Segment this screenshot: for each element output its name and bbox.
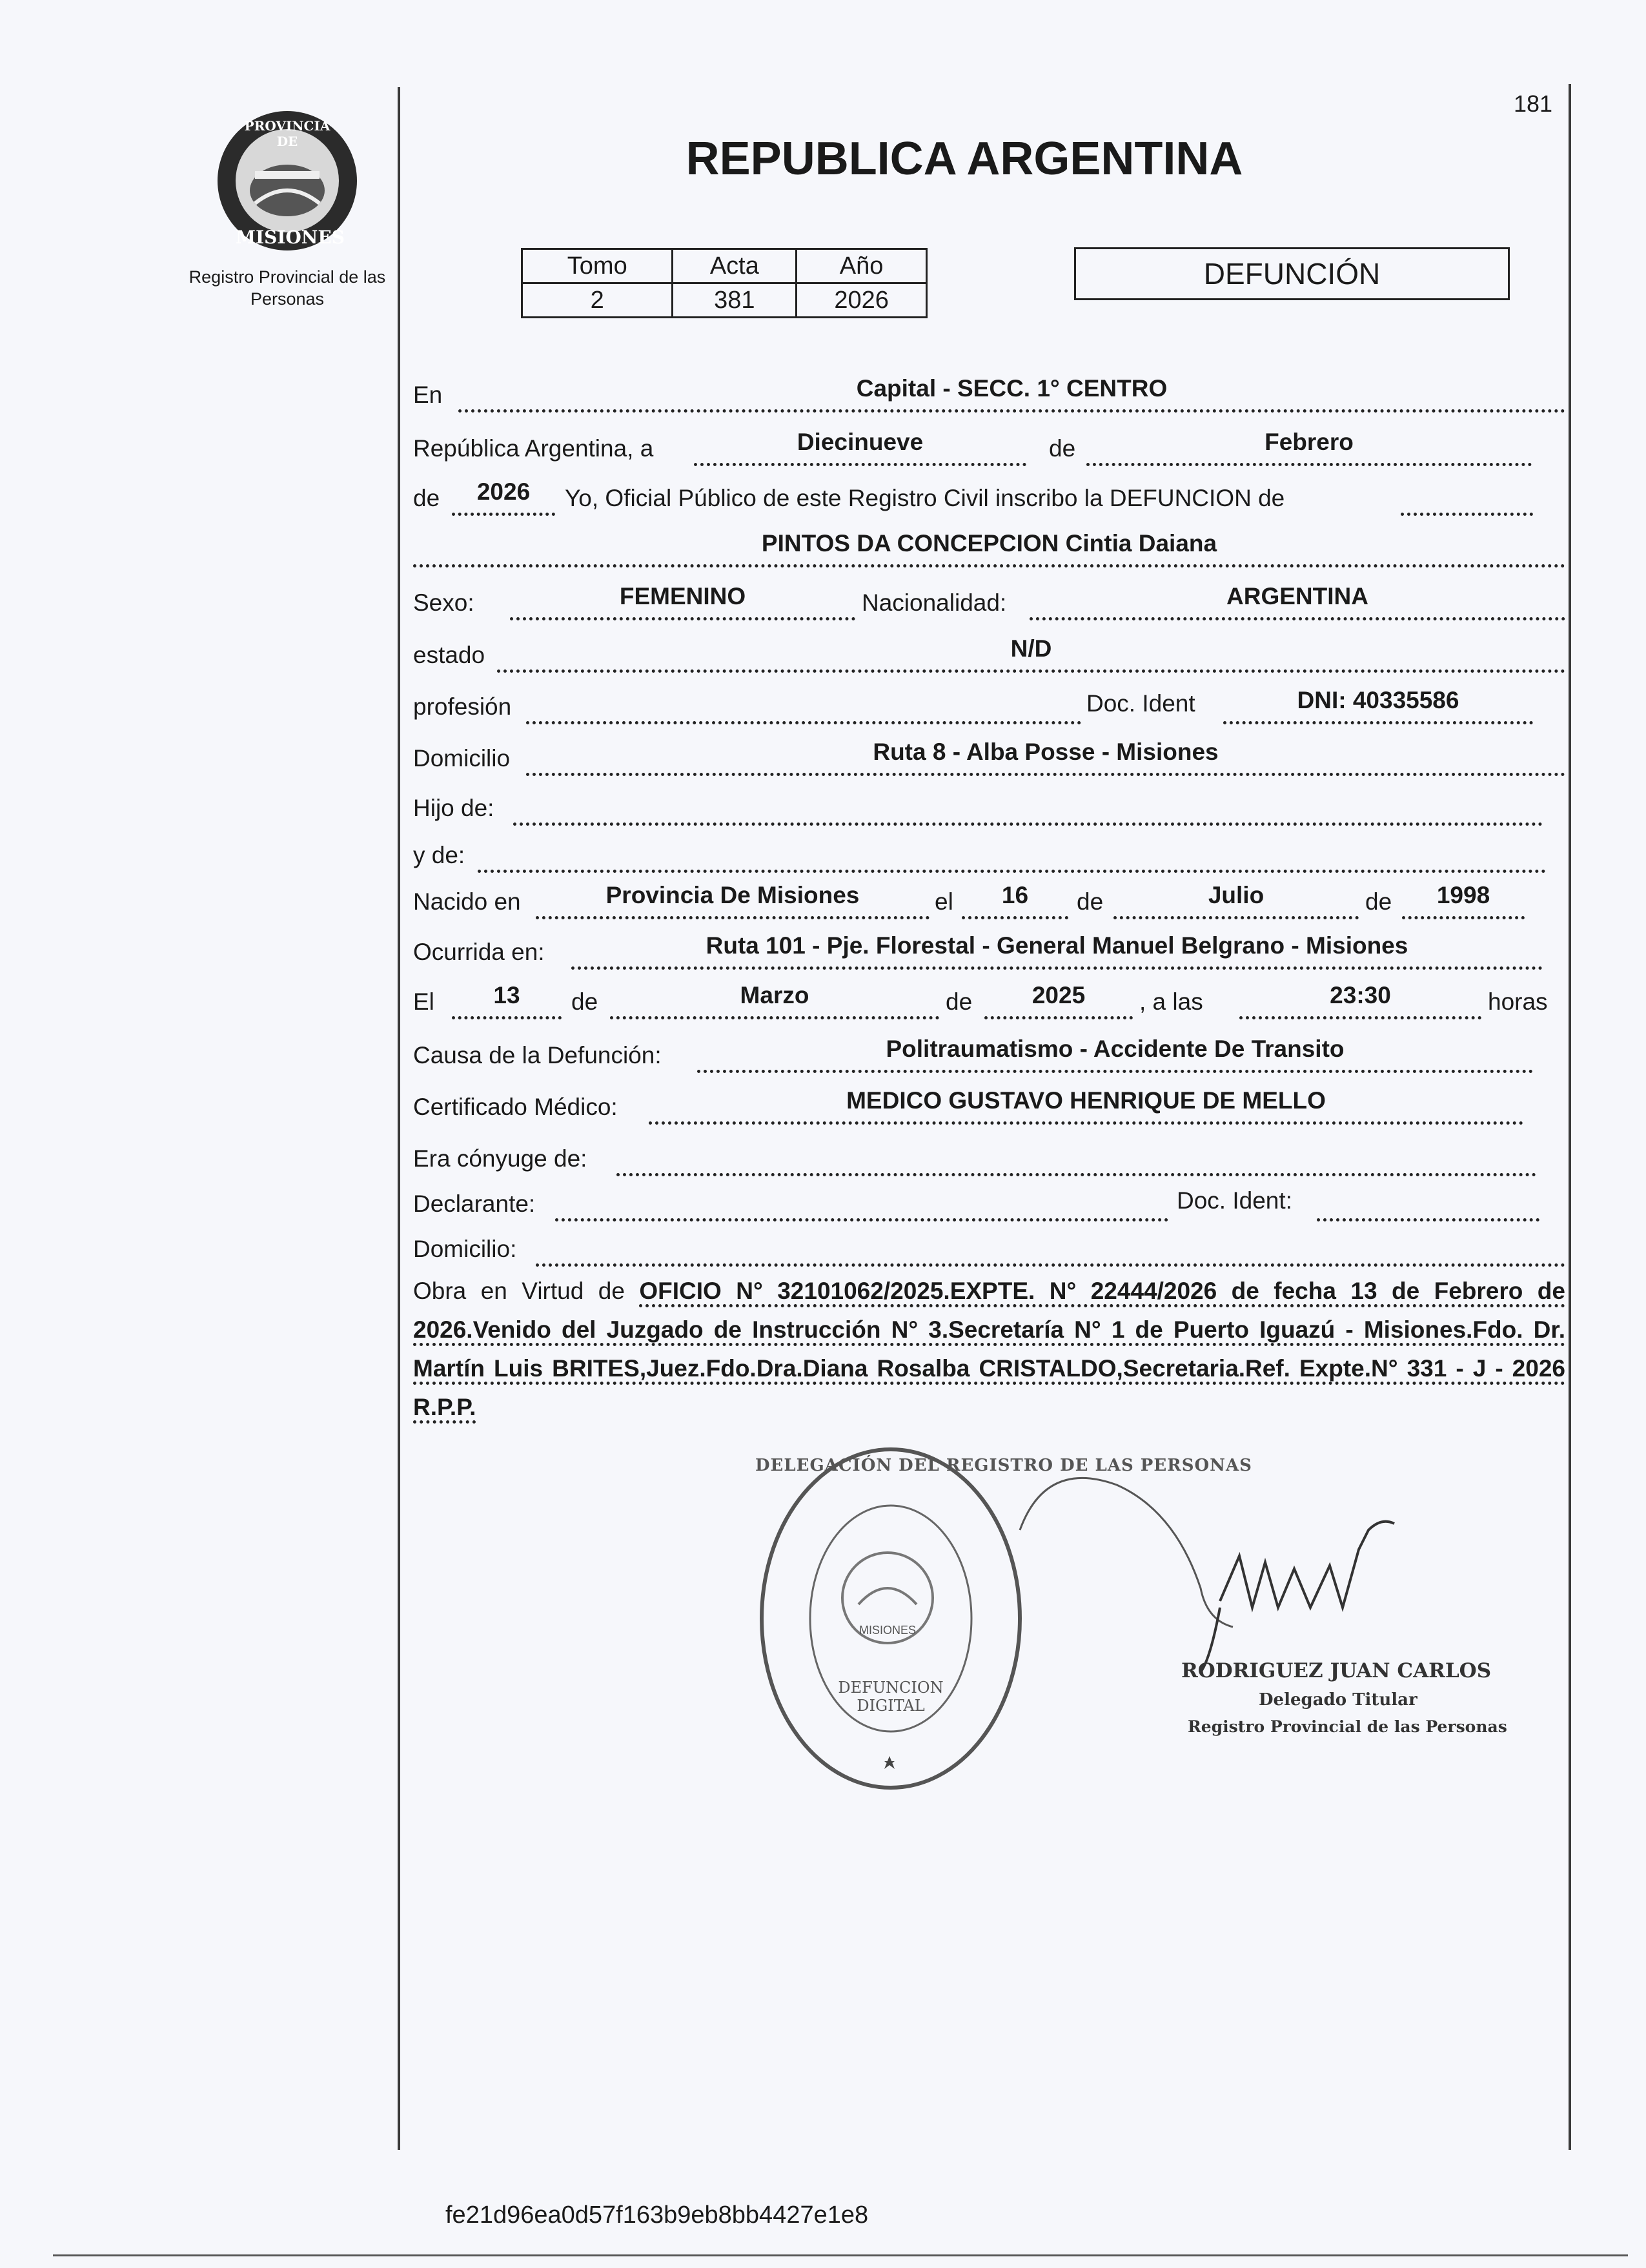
act-reference-table bbox=[521, 248, 928, 318]
nacido-value: Provincia De Misiones bbox=[605, 882, 860, 908]
signatory-institution: Registro Provincial de las Personas bbox=[1188, 1717, 1507, 1736]
estado-label: estado bbox=[413, 642, 485, 668]
table-header-acta: Acta bbox=[673, 249, 797, 283]
estado-value: N/D bbox=[1010, 635, 1052, 662]
registry-seal bbox=[755, 1443, 1252, 1795]
table-header-tomo: Tomo bbox=[522, 249, 673, 283]
birth-year: 1998 bbox=[1436, 882, 1490, 908]
alas-label: , a las bbox=[1139, 988, 1203, 1015]
death-el-label: El bbox=[413, 988, 434, 1015]
birth-month-de-label: de bbox=[1077, 888, 1104, 915]
declarante-label: Declarante: bbox=[413, 1190, 536, 1217]
birth-year-de-label: de bbox=[1365, 888, 1392, 915]
certificado-value: MEDICO GUSTAVO HENRIQUE DE MELLO bbox=[846, 1087, 1326, 1114]
oficial-line bbox=[1401, 484, 1533, 516]
causa-label: Causa de la Defunción: bbox=[413, 1042, 662, 1068]
left-margin-line bbox=[398, 87, 400, 2150]
en-value: Capital - SECC. 1° CENTRO bbox=[856, 375, 1168, 402]
table-value-anio: 2026 bbox=[797, 283, 927, 318]
nacionalidad-value: ARGENTINA bbox=[1226, 583, 1368, 609]
right-margin-line bbox=[1569, 84, 1571, 2150]
domicilio-label: Domicilio bbox=[413, 745, 511, 771]
sexo-label: Sexo: bbox=[413, 589, 474, 616]
year-value: 2026 bbox=[476, 478, 531, 505]
domicilio-value: Ruta 8 - Alba Posse - Misiones bbox=[873, 739, 1219, 765]
table-header-anio: Año bbox=[797, 249, 927, 283]
sexo-value: FEMENINO bbox=[619, 583, 746, 609]
month-value: Febrero bbox=[1265, 429, 1354, 455]
country-title: REPUBLICA ARGENTINA bbox=[686, 133, 1243, 185]
birth-month: Julio bbox=[1208, 882, 1265, 908]
deceased-name: PINTOS DA CONCEPCION Cintia Daiana bbox=[761, 530, 1217, 557]
republica-label: República Argentina, a bbox=[413, 435, 654, 462]
signature-scribble bbox=[1007, 1453, 1523, 1679]
table-value-tomo: 2 bbox=[522, 283, 673, 318]
obra-paragraph bbox=[413, 1272, 1565, 1427]
table-value-acta: 381 bbox=[673, 283, 797, 318]
death-time: 23:30 bbox=[1330, 982, 1391, 1008]
obra-value: OFICIO N° 32101062/2025.EXPTE. N° 22444/2026 de fecha 13 de Febrero de 2026.Venido del Juzgado de Instrucción N° 3.Secretaría N° 1 de Puerto Iguazú - Misiones.Fdo. Dr. Martín Luis BRITES,Juez.Fdo.Dra.Diana Rosalba CRISTALDO,Secretaria.Ref. Expte.N° 331 - J - 2026 R.P.P. bbox=[413, 1278, 1565, 1424]
ocurrida-value: Ruta 101 - Pje. Florestal - General Manuel Belgrano - Misiones bbox=[706, 932, 1408, 959]
birth-day: 16 bbox=[1001, 882, 1029, 908]
act-type-box: DEFUNCIÓN bbox=[1074, 247, 1510, 300]
signatory-name: RODRIGUEZ JUAN CARLOS bbox=[1181, 1659, 1492, 1682]
oficial-text: Yo, Oficial Público de este Registro Civil inscribo la DEFUNCION de bbox=[565, 485, 1285, 511]
hijo-label: Hijo de: bbox=[413, 795, 494, 821]
doc-label: Doc. Ident bbox=[1086, 690, 1195, 717]
nacionalidad-label: Nacionalidad: bbox=[862, 589, 1007, 616]
month-de-label: de bbox=[1049, 435, 1076, 462]
death-year-de-label: de bbox=[946, 988, 973, 1015]
decl-doc-label: Doc. Ident: bbox=[1177, 1187, 1292, 1214]
decl-doc-line bbox=[1317, 1190, 1539, 1221]
signatory-title: Delegado Titular bbox=[1259, 1690, 1417, 1710]
declarante-line bbox=[555, 1190, 1168, 1221]
conyuge-line bbox=[616, 1145, 1536, 1176]
decl-domicilio-line bbox=[536, 1235, 1565, 1267]
seal-ring-text: DELEGACIÓN DEL REGISTRO DE LAS PERSONAS bbox=[755, 1456, 1252, 1475]
death-month: Marzo bbox=[740, 982, 809, 1008]
certificado-label: Certificado Médico: bbox=[413, 1094, 618, 1120]
death-day: 13 bbox=[493, 982, 520, 1008]
causa-value: Politraumatismo - Accidente De Transito bbox=[886, 1036, 1345, 1062]
hijo-line bbox=[513, 794, 1543, 826]
seal-inner-text: DEFUNCION DIGITAL bbox=[838, 1679, 944, 1715]
obra-label: Obra en Virtud de bbox=[413, 1278, 625, 1304]
seal-emblem-text: MISIONES bbox=[859, 1624, 916, 1637]
profesion-label: profesión bbox=[413, 693, 512, 720]
death-year: 2025 bbox=[1031, 982, 1086, 1008]
conyuge-label: Era cónyuge de: bbox=[413, 1145, 587, 1172]
decl-domicilio-label: Domicilio: bbox=[413, 1236, 517, 1262]
ocurrida-label: Ocurrida en: bbox=[413, 939, 545, 965]
year-de-label: de bbox=[413, 485, 440, 511]
horas-label: horas bbox=[1488, 988, 1548, 1015]
yde-label: y de: bbox=[413, 842, 465, 868]
emblem-bottom-text: MISIONES bbox=[236, 227, 345, 248]
nacido-label: Nacido en bbox=[413, 888, 521, 915]
en-label: En bbox=[413, 382, 443, 408]
birth-el-label: el bbox=[935, 888, 953, 915]
yde-line bbox=[478, 841, 1546, 873]
day-value: Diecinueve bbox=[797, 429, 924, 455]
page-number: 181 bbox=[1514, 90, 1553, 117]
document-hash: fe21d96ea0d57f163b9eb8bb4427e1e8 bbox=[445, 2202, 869, 2229]
profesion-line bbox=[526, 693, 1081, 724]
death-month-de-label: de bbox=[571, 988, 598, 1015]
bottom-edge-line bbox=[53, 2254, 1628, 2256]
emblem-top-text: PROVINCIA DE bbox=[244, 118, 330, 149]
registry-emblem bbox=[210, 107, 365, 255]
registry-label: Registro Provincial de las Personas bbox=[188, 267, 386, 309]
doc-value: DNI: 40335586 bbox=[1297, 687, 1459, 713]
